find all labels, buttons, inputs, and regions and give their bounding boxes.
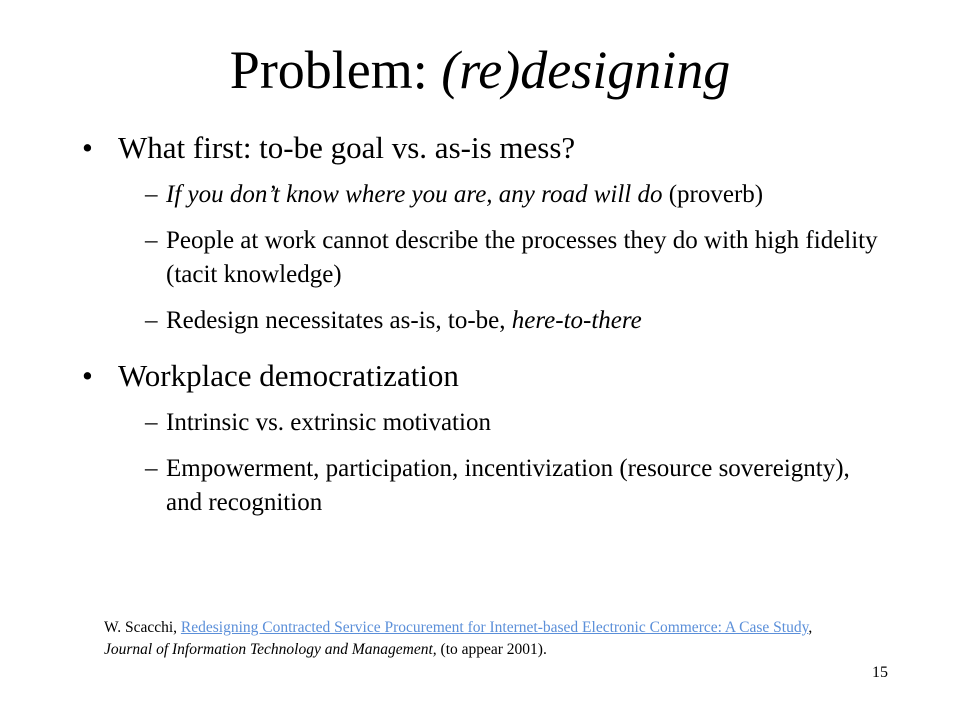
title-italic: (re)designing (441, 40, 731, 100)
sub-bullet-1-3 (145, 304, 882, 338)
reference-author: W. Scacchi, (104, 619, 181, 636)
sub-bullet-2-2 (145, 452, 882, 520)
bullet-2-subs (82, 406, 882, 520)
sub-1-1-plain: (proverb) (662, 181, 764, 208)
bullet-1-text: What first: to-be goal vs. as-is mess? (118, 130, 576, 165)
sub-2-2-plain: Empowerment, participation, incentivization (resource sovereignty), and recognition (166, 455, 850, 516)
reference-separator: , (808, 619, 813, 636)
sub-1-3-plain: Redesign necessitates as-is, to-be, (166, 307, 512, 334)
sub-bullet-2-1 (145, 406, 882, 440)
bullet-1 (82, 128, 882, 168)
dash-marker: – (145, 181, 158, 208)
sub-bullet-1-1 (145, 178, 882, 212)
dash-marker: – (145, 227, 158, 254)
dash-marker: – (145, 455, 158, 482)
sub-1-1-italic: If you don’t know where you are, any road will do (166, 181, 663, 208)
bullet-1-subs (82, 178, 882, 338)
reference-journal: Journal of Information Technology and Management, (104, 641, 437, 658)
bullet-marker: • (82, 358, 93, 393)
page-number: 15 (872, 664, 888, 681)
reference-note: (to appear 2001). (436, 641, 547, 658)
sub-1-2-plain: People at work cannot describe the processes they do with high fidelity (tacit knowledge) (166, 227, 878, 288)
sub-bullet-1-2 (145, 224, 882, 292)
reference-citation (104, 617, 864, 661)
reference-link[interactable]: Redesigning Contracted Service Procurement for Internet-based Electronic Commerce: A Case Study (180, 619, 809, 636)
sub-1-3-italic: here-to-there (511, 307, 642, 334)
bullet-marker: • (82, 130, 93, 165)
bullet-2 (82, 356, 882, 396)
dash-marker: – (145, 409, 158, 436)
dash-marker: – (145, 307, 158, 334)
title-plain: Problem: (229, 40, 442, 100)
bullet-2-text: Workplace democratization (118, 358, 459, 393)
slide-title (0, 38, 960, 102)
bullet-list (82, 128, 882, 538)
sub-2-1-plain: Intrinsic vs. extrinsic motivation (166, 409, 491, 436)
